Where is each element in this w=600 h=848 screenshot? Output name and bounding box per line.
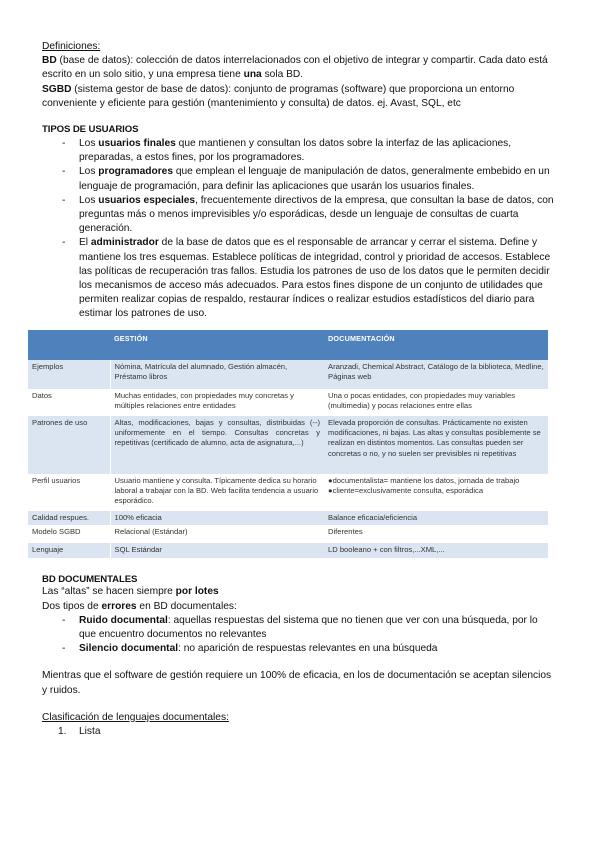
closing-paragraph: Mientras que el software de gestión requiere un 100% de eficacia, en los de documentación se aceptan silencios y ruidos.	[42, 670, 552, 696]
item-bold: administrador	[90, 237, 159, 249]
error-term: Silencio documental	[79, 643, 179, 655]
definiciones-heading: Definiciones:	[42, 41, 101, 52]
list-item	[42, 725, 557, 739]
table-header-cell: DOCUMENTACIÓN	[324, 330, 548, 360]
tipos-item	[42, 236, 557, 321]
errores-line	[42, 600, 557, 614]
altas-line	[42, 585, 557, 599]
tipos-heading: TIPOS DE USUARIOS	[42, 124, 139, 136]
altas-bold: por lotes	[175, 586, 219, 598]
table-cell: Calidad respues.	[28, 511, 110, 526]
table-row	[28, 525, 548, 542]
table-cell: Muchas entidades, con propiedades muy concretas y múltiples relaciones entre entidades	[114, 390, 294, 410]
item-pre: Los	[79, 138, 99, 150]
list-number: 1.	[58, 726, 67, 738]
table-cell: Elevada proporción de consultas. Prácticamente no existen modificaciones, ni bajas. Las altas y consultas posiblemente se realizan en distintos momentos. Las consultas pueden ser concretas o no, y no suelen ser previsibles ni repetitivas	[324, 416, 548, 474]
altas-pre: Las “altas” se hacen siempre	[42, 586, 176, 598]
table-cell: Modelo SGBD	[28, 525, 110, 542]
documentales-heading: BD DOCUMENTALES	[42, 574, 138, 586]
table-cell: Balance eficacia/eficiencia	[324, 511, 548, 526]
item-post: que emplean el lenguaje de manipulación de datos, generalmente embebido en un lenguaje de programación, para definir las aplicaciones que usarán los usuarios finales.	[79, 166, 550, 192]
table-cell: Relacional (Estándar)	[114, 527, 188, 537]
sgbd-text: (sistema gestor de base de datos): conjunto de programas (software) que proporciona un entorno conveniente y eficiente para gestión (mantenimiento y consulta) de datos. ej. Avast, SQL, etc	[42, 83, 515, 109]
bd-bold: una	[243, 69, 262, 81]
item-pre: Los	[79, 194, 99, 206]
table-cell: Patrones de uso	[28, 416, 110, 474]
table-cell: Perfil usuarios	[28, 474, 110, 511]
document-page	[32, 40, 557, 739]
item-pre: Los	[79, 166, 99, 178]
table-cell: LD booleano + con filtros,...XML,...	[324, 542, 548, 558]
table-cell: 100% eficacia	[110, 511, 324, 526]
table-cell: Nómina, Matrícula del alumnado, Gestión almacén, Préstamo libros	[110, 360, 324, 389]
table-row	[28, 474, 548, 511]
errores-bold: errores	[101, 600, 137, 612]
table-row	[28, 360, 548, 389]
table-header-cell: GESTIÓN	[110, 330, 324, 360]
bd-term: BD	[42, 55, 57, 67]
item-bold: programadores	[98, 166, 173, 178]
error-item	[42, 614, 557, 642]
table-cell: SQL Estándar	[110, 542, 324, 558]
table-cell: Una o pocas entidades, con propiedades muy variables (multimedia) y pocas relaciones entre ellas	[328, 390, 516, 410]
item-post: que mantienen y consultan los datos sobre la interfaz de las aplicaciones, preparadas, a estos fines, por los programadores.	[79, 138, 512, 164]
error-term: Ruido documental	[79, 614, 168, 626]
errores-post: en BD documentales:	[136, 600, 237, 612]
table-row	[28, 542, 548, 558]
table-cell: Lenguaje	[28, 542, 110, 558]
tipos-item	[42, 194, 557, 237]
item-post: , frecuentemente directivos de la empresa, que consultan la base de datos, con preguntas más o menos imprevisibles y/o esporádicas, desde un lenguaje de consultas de cuarta generación.	[79, 194, 554, 235]
sgbd-term: SGBD	[42, 83, 72, 95]
bd-text: (base de datos): colección de datos interrelacionados con el objetivo de integrar y compartir. Cada dato está escrito en un solo sitio, y una empresa tiene	[42, 55, 548, 81]
tipos-item	[42, 165, 557, 193]
tipos-item	[42, 137, 557, 165]
sgbd-definition	[42, 83, 557, 111]
table-cell: Aranzadi, Chemical Abstract, Catálogo de la biblioteca, Medline, Páginas web	[324, 360, 548, 389]
item-post: de la base de datos que es el responsable de arrancar y cerrar el sistema. Define y mantiene los tres esquemas. Establece políticas de integridad, control y prioridad de accesos. Establece las políticas de recuperación tras fallos. Estudia los patrones de uso de los datos que le permiten decidir los mecanismos de acceso más adecuados. Para estos fines dispone de un conjunto de utilidades que permiten realizar copias de respaldo, restaurar índices o realizar estudios estadísticos del diario para estimar los patrones de uso.	[79, 237, 551, 320]
table-cell: Datos	[28, 389, 110, 416]
item-pre: El	[79, 237, 91, 249]
table-row	[28, 416, 548, 474]
table-cell: Ejemplos	[28, 360, 110, 389]
item-bold: usuarios especiales	[98, 194, 196, 206]
table-cell: Usuario mantiene y consulta. Típicamente dedica su horario laboral a trabajar con la BD. Web facilita tendencia a usuario esporádico.	[114, 475, 319, 506]
error-text: : aquellas respuestas del sistema que no tienen que ver con una búsqueda, por lo que encuentro documentos no relevantes	[79, 614, 538, 641]
table-cell: Diferentes	[328, 527, 363, 537]
clasificacion-heading: Clasificación de lenguajes documentales:	[42, 711, 229, 723]
error-text: : no aparición de respuestas relevantes en una búsqueda	[178, 643, 438, 655]
error-item	[42, 642, 557, 656]
bd-definition	[42, 54, 557, 82]
table-header-row	[28, 330, 548, 360]
table-cell: Altas, modificaciones, bajas y consultas, distribuidas (--) uniformemente en el tiempo. Consultas concretas y repetitivas (certificado de alumno, acta de asignatura,...)	[110, 416, 324, 474]
table-cell: ●documentalista= mantiene los datos, jornada de trabajo ●cliente=exclusivamente consulta, esporádica	[328, 475, 520, 495]
table-row	[28, 511, 548, 526]
table-header-cell	[28, 330, 110, 360]
bd-end: sola BD.	[261, 69, 304, 81]
errores-pre: Dos tipos de	[42, 600, 102, 612]
comparison-table	[28, 330, 548, 559]
table-row	[28, 389, 548, 416]
item-bold: usuarios finales	[98, 138, 176, 150]
list-label: Lista	[79, 726, 101, 738]
